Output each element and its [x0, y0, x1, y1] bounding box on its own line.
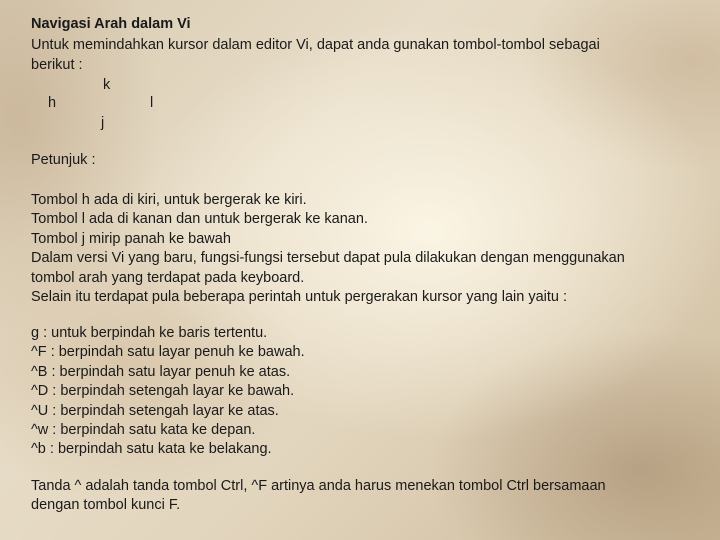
key-left-h: h	[48, 95, 57, 111]
hint-line: Tombol h ada di kiri, untuk bergerak ke kiri.	[31, 192, 307, 208]
key-up-k: k	[103, 77, 111, 93]
command-item: g : untuk berpindah ke baris tertentu.	[31, 325, 268, 341]
hint-label: Petunjuk :	[31, 152, 96, 168]
command-item: ^B : berpindah satu layar penuh ke atas.	[31, 363, 291, 380]
note-line: Tanda ^ adalah tanda tombol Ctrl, ^F artinya anda harus menekan tombol Ctrl bersamaan	[31, 478, 606, 494]
ctrl-note	[31, 477, 606, 516]
slide-title: Navigasi Arah dalam Vi	[31, 16, 191, 32]
command-list	[31, 324, 305, 460]
command-item: ^D : berpindah setengah layar ke bawah.	[31, 383, 295, 400]
intro-line-1: Untuk memindahkan kursor dalam editor Vi, dapat anda gunakan tombol-tombol sebagai	[31, 37, 600, 53]
intro-line-2: berikut :	[31, 57, 83, 73]
hint-line: Tombol j mirip panah ke bawah	[31, 230, 231, 247]
key-right-l: l	[150, 95, 154, 111]
command-item: ^w : berpindah satu kata ke depan.	[31, 422, 256, 439]
note-line: dengan tombol kunci F.	[31, 497, 181, 514]
command-item: ^F : berpindah satu layar penuh ke bawah.	[31, 344, 305, 361]
command-item: ^b : berpindah satu kata ke belakang.	[31, 441, 272, 458]
hint-line: Dalam versi Vi yang baru, fungsi-fungsi tersebut dapat pula dilakukan dengan menggunakan	[31, 250, 625, 267]
key-down-j: j	[101, 115, 105, 131]
hint-line: tombol arah yang terdapat pada keyboard.	[31, 269, 305, 286]
hint-line: Selain itu terdapat pula beberapa perintah untuk pergerakan kursor yang lain yaitu :	[31, 289, 568, 306]
hint-list	[31, 191, 625, 307]
command-item: ^U : berpindah setengah layar ke atas.	[31, 402, 279, 419]
hint-line: Tombol l ada di kanan dan untuk bergerak ke kanan.	[31, 211, 368, 228]
